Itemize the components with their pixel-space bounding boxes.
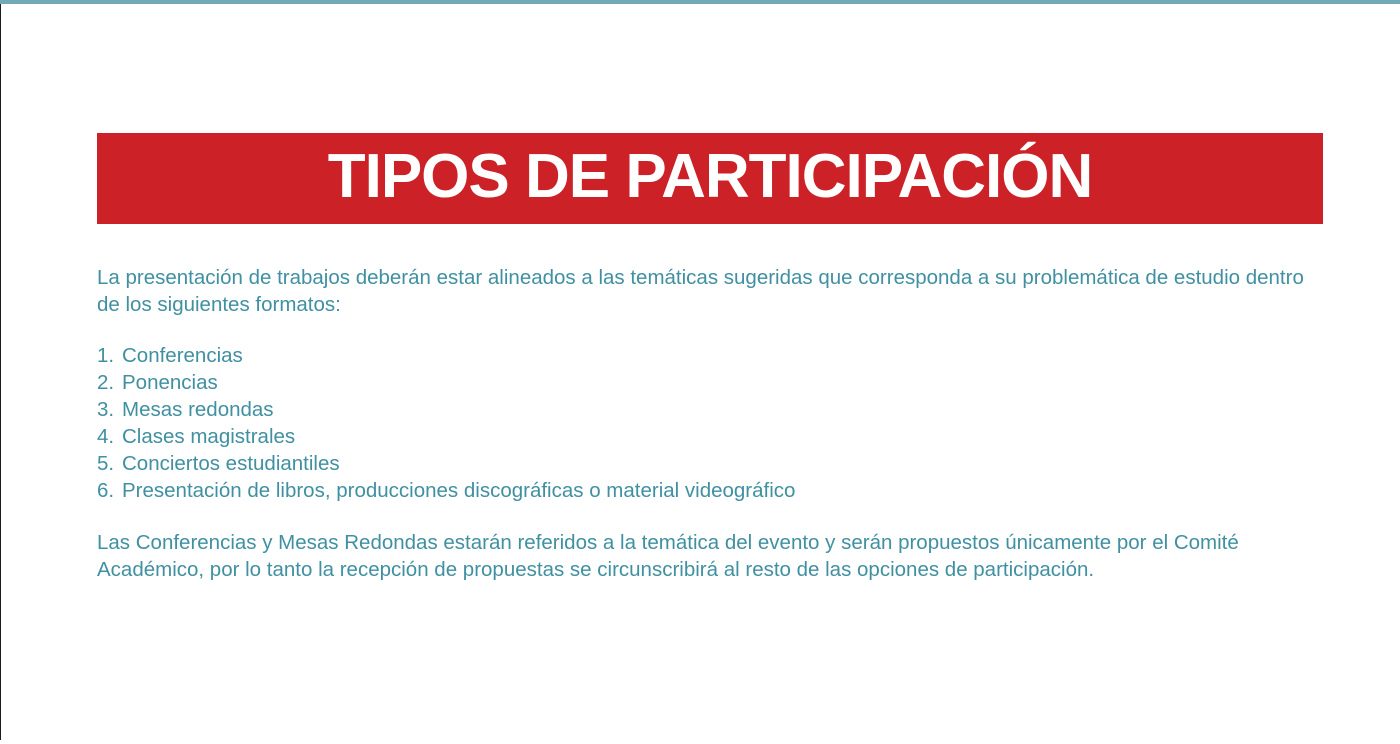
list-item xyxy=(97,369,1312,396)
list-item-label: Conferencias xyxy=(122,344,243,367)
slide-title: TIPOS DE PARTICIPACIÓN xyxy=(327,142,1093,211)
list-item-label: Clases magistrales xyxy=(122,425,296,448)
list-item-number: 5. xyxy=(97,452,115,475)
list-item-number: 3. xyxy=(97,398,115,421)
title-banner xyxy=(97,133,1323,224)
list-item-number: 6. xyxy=(97,479,115,502)
slide-body xyxy=(97,264,1312,583)
list-item xyxy=(97,450,1312,477)
left-edge-line xyxy=(0,4,1,740)
list-item-label: Conciertos estudiantiles xyxy=(122,452,340,475)
list-item-number: 1. xyxy=(97,344,115,367)
list-item-label: Presentación de libros, producciones discográficas o material videográfico xyxy=(122,479,796,502)
list-item xyxy=(97,342,1312,369)
top-edge-line xyxy=(0,0,1400,4)
closing-paragraph: Las Conferencias y Mesas Redondas estarán referidos a la temática del evento y serán propuestos únicamente por el Comité Académico, por lo tanto la recepción de propuestas se circunscribirá al resto de las opciones de participación. xyxy=(97,531,1239,581)
list-item xyxy=(97,477,1312,504)
list-item xyxy=(97,396,1312,423)
list-item-label: Mesas redondas xyxy=(122,398,274,421)
list-item-number: 4. xyxy=(97,425,115,448)
list-item-number: 2. xyxy=(97,371,115,394)
intro-paragraph: La presentación de trabajos deberán estar alineados a las temáticas sugeridas que corresponda a su problemática de estudio dentro de los siguientes formatos: xyxy=(97,266,1304,316)
list-item xyxy=(97,423,1312,450)
participation-format-list xyxy=(97,342,1312,504)
list-item-label: Ponencias xyxy=(122,371,218,394)
